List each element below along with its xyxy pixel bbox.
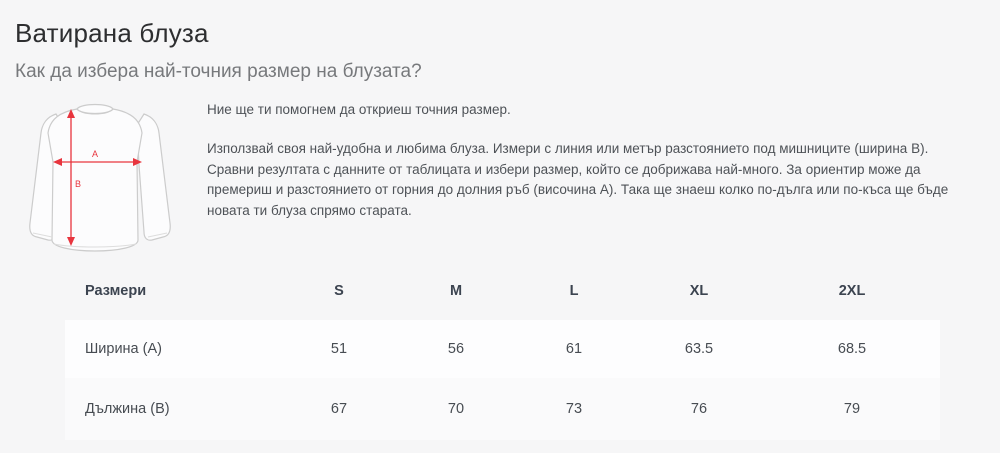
row-length-label: Дължина (В) <box>85 401 170 417</box>
guide-intro: Ние ще ти помогнем да откриеш точния размер. <box>207 102 511 117</box>
table-row-length <box>65 378 940 440</box>
length-arrow-label: B <box>75 179 82 189</box>
width-value-xl: 63.5 <box>684 341 714 357</box>
size-column-2xl: 2XL <box>838 283 866 299</box>
width-value-m: 56 <box>447 341 465 357</box>
blouse-diagram-svg <box>0 95 200 260</box>
length-value-2xl: 79 <box>843 401 861 417</box>
size-table <box>65 262 940 440</box>
blouse-measurement-diagram <box>0 95 200 260</box>
size-column-xl: XL <box>689 283 709 299</box>
size-table-header-row <box>65 262 940 320</box>
size-table-header-label: Размери <box>85 283 147 299</box>
guide-text <box>207 100 967 221</box>
row-width-label: Ширина (А) <box>85 341 162 357</box>
width-value-2xl: 68.5 <box>837 341 867 357</box>
length-value-xl: 76 <box>690 401 708 417</box>
size-column-s: S <box>334 283 344 299</box>
length-value-s: 67 <box>330 401 348 417</box>
width-value-s: 51 <box>330 341 348 357</box>
size-column-m: M <box>449 283 463 299</box>
page-title: Ватирана блуза <box>15 18 209 48</box>
length-value-l: 73 <box>565 401 583 417</box>
width-value-l: 61 <box>565 341 583 357</box>
width-arrow-label: A <box>92 149 99 159</box>
table-row-width <box>65 320 940 378</box>
length-value-m: 70 <box>447 401 465 417</box>
size-column-l: L <box>569 283 579 299</box>
page-subtitle: Как да избера най-точния размер на блузата? <box>15 61 422 82</box>
guide-instructions: Използвай своя най-удобна и любима блуза. Измери с линия или метър разстоянието под мишниците (ширина В). Сравни резултата с данните от таблицата и избери размер, който се добрижава най-много. За ориентир може да премериш и разстоянието от горния до долния ръб (височина А). Така ще знаеш колко по-дълга или по-къса ще бъде новата ти блуза спрямо старата. <box>207 141 949 218</box>
blouse-outline <box>30 105 170 252</box>
